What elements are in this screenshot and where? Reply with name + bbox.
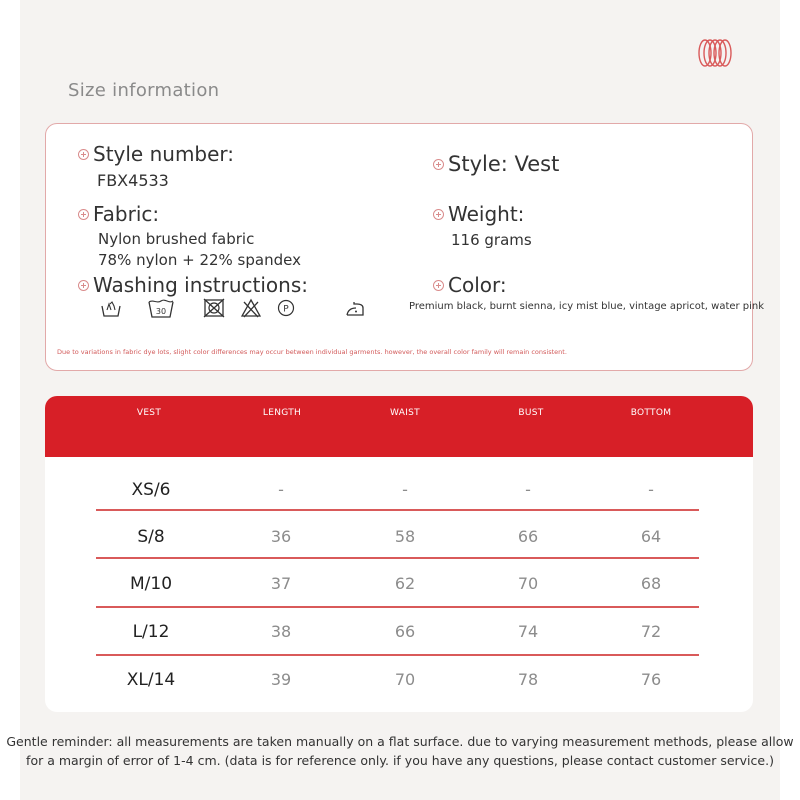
- plus-circle-icon: [433, 280, 444, 291]
- fabric-label: Fabric:: [93, 202, 160, 226]
- header-vest: VEST: [136, 408, 162, 418]
- plus-circle-icon: [433, 209, 444, 220]
- waist-cell: -: [402, 480, 408, 499]
- weight-field: [433, 202, 524, 226]
- waist-cell: 70: [394, 670, 416, 689]
- measurement-reminder: [0, 732, 800, 770]
- waist-cell: 62: [394, 574, 416, 593]
- bust-cell: -: [525, 480, 531, 499]
- length-cell: 39: [270, 670, 292, 689]
- row-divider: [96, 509, 699, 511]
- do-not-bleach-icon: [241, 298, 261, 318]
- header-length: LENGTH: [262, 408, 302, 418]
- bottom-cell: 76: [640, 670, 662, 689]
- bottom-cell: 68: [640, 574, 662, 593]
- table-header: [45, 396, 753, 457]
- wash-temp-label: 30: [155, 307, 167, 316]
- header-bottom: BOTTOM: [630, 408, 672, 418]
- plus-circle-icon: [78, 280, 89, 291]
- bottom-cell: 64: [640, 527, 662, 546]
- header-waist: WAIST: [390, 408, 420, 418]
- dry-clean-letter: P: [283, 304, 289, 315]
- row-divider: [96, 654, 699, 656]
- iron-low-icon: [345, 298, 365, 318]
- style-label: Style: Vest: [448, 152, 560, 176]
- page-title: Size information: [68, 80, 220, 101]
- style-field: [433, 152, 559, 176]
- length-cell: 37: [270, 574, 292, 593]
- waist-cell: 66: [394, 622, 416, 641]
- plus-circle-icon: [78, 209, 89, 220]
- style-number-value: FBX4533: [97, 171, 169, 190]
- weight-value: 116 grams: [451, 231, 532, 249]
- header-bust: BUST: [518, 408, 544, 418]
- color-field: [433, 273, 507, 297]
- length-cell: 38: [270, 622, 292, 641]
- length-cell: -: [278, 480, 284, 499]
- size-cell: S/8: [137, 527, 165, 547]
- waist-cell: 58: [394, 527, 416, 546]
- weight-label: Weight:: [448, 202, 525, 226]
- washing-field: [78, 273, 308, 297]
- style-number-field: [78, 142, 234, 166]
- washing-label: Washing instructions:: [93, 273, 308, 297]
- rings-logo-icon: [698, 38, 732, 68]
- bust-cell: 70: [517, 574, 539, 593]
- plus-circle-icon: [433, 159, 444, 170]
- size-cell: L/12: [132, 622, 170, 642]
- hand-wash-icon: [100, 298, 122, 318]
- fabric-description: Nylon brushed fabric: [98, 230, 255, 248]
- reminder-line-1: Gentle reminder: all measurements are taken manually on a flat surface. due to varying measurement methods, please allow: [6, 734, 794, 749]
- bottom-cell: -: [648, 480, 654, 499]
- size-cell: M/10: [129, 574, 173, 594]
- color-value: Premium black, burnt sienna, icy mist blue, vintage apricot, water pink: [409, 301, 765, 312]
- row-divider: [96, 606, 699, 608]
- reminder-line-2: for a margin of error of 1-4 cm. (data is for reference only. if you have any questions, please contact customer service.): [26, 753, 774, 768]
- bust-cell: 74: [517, 622, 539, 641]
- bust-cell: 66: [517, 527, 539, 546]
- color-disclaimer: Due to variations in fabric dye lots, slight color differences may occur between individual garments. however, the overall color family will remain consistent.: [57, 348, 567, 356]
- length-cell: 36: [270, 527, 292, 546]
- size-table: [45, 396, 753, 712]
- size-cell: XL/14: [126, 670, 176, 690]
- size-cell: XS/6: [131, 480, 171, 500]
- color-label: Color:: [448, 273, 507, 297]
- do-not-tumble-dry-icon: [203, 298, 225, 318]
- fabric-composition: 78% nylon + 22% spandex: [98, 251, 301, 269]
- wash-30-icon: [148, 298, 174, 318]
- bust-cell: 78: [517, 670, 539, 689]
- plus-circle-icon: [78, 149, 89, 160]
- bottom-cell: 72: [640, 622, 662, 641]
- row-divider: [96, 557, 699, 559]
- dry-clean-p-icon: [276, 298, 296, 318]
- fabric-field: [78, 202, 159, 226]
- style-number-label: Style number:: [93, 142, 235, 166]
